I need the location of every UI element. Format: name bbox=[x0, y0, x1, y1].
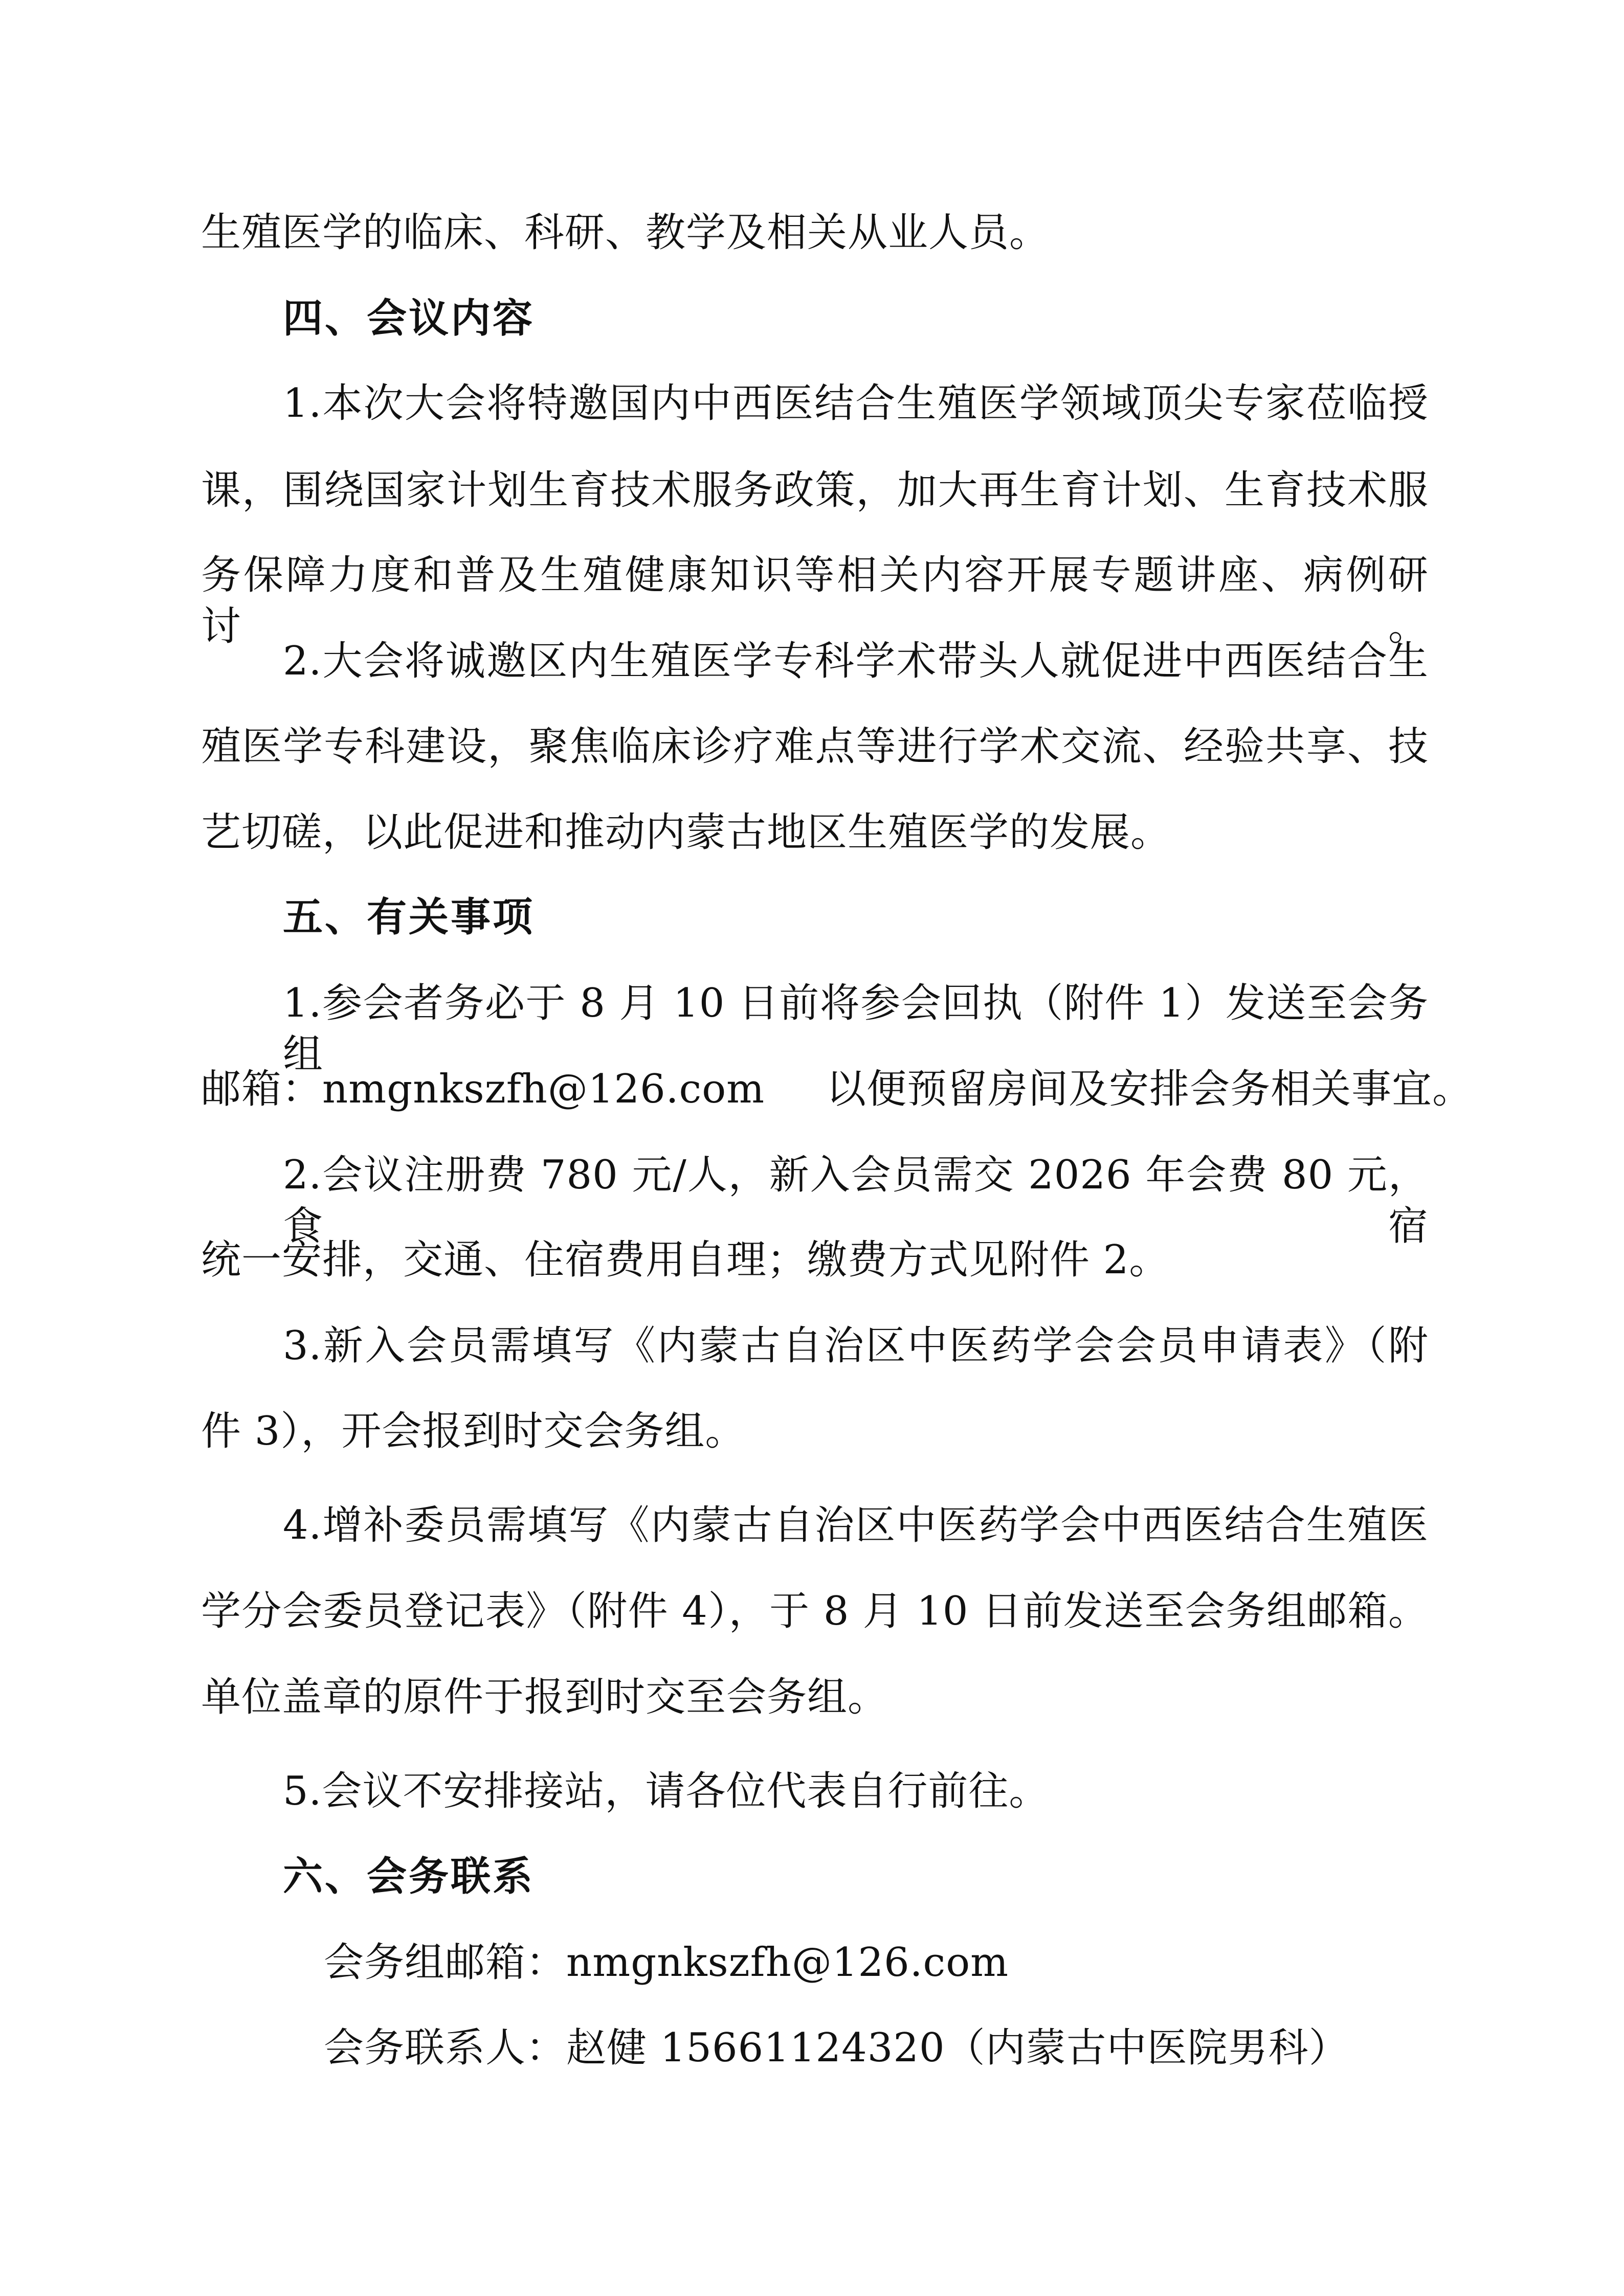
section4-item1-line3: 务保障力度和普及生殖健康知识等相关内容开展专题讲座、病例研讨。 bbox=[201, 552, 1429, 649]
section5-item1-line2 bbox=[201, 1064, 1473, 1115]
section5-item1-line2-rest: 以便预留房间及安排会务相关事宜。 bbox=[826, 1066, 1473, 1112]
intro-tail-line: 生殖医学的临床、科研、教学及相关从业人员。 bbox=[201, 210, 1050, 256]
section5-item2-line1: 2.会议注册费 780 元/人，新入会员需交 2026 年会费 80 元，食宿 bbox=[283, 1152, 1429, 1249]
section5-heading: 五、有关事项 bbox=[283, 894, 535, 940]
meeting-email-link[interactable]: 邮箱：nmgnkszfh@126.com bbox=[201, 1066, 765, 1112]
contact-email-line: 会务组邮箱：nmgnkszfh@126.com bbox=[324, 1940, 1009, 1986]
section4-heading: 四、会议内容 bbox=[283, 295, 535, 342]
section4-item1-line1: 1.本次大会将特邀国内中西医结合生殖医学领域顶尖专家莅临授 bbox=[283, 380, 1429, 426]
section5-item5-line1: 5.会议不安排接站，请各位代表自行前往。 bbox=[283, 1768, 1050, 1814]
section5-item3-line1: 3.新入会员需填写《内蒙古自治区中医药学会会员申请表》（附 bbox=[283, 1323, 1429, 1369]
section5-item1-line1: 1.参会者务必于 8 月 10 日前将参会回执（附件 1）发送至会务组 bbox=[283, 980, 1429, 1077]
contact-person-line: 会务联系人：赵健 15661124320（内蒙古中医院男科） bbox=[324, 2025, 1349, 2071]
section4-item2-line3: 艺切磋，以此促进和推动内蒙古地区生殖医学的发展。 bbox=[201, 809, 1171, 856]
section5-item2-line2: 统一安排，交通、住宿费用自理；缴费方式见附件 2。 bbox=[201, 1237, 1170, 1283]
section5-item4-line2: 学分会委员登记表》（附件 4），于 8 月 10 日前发送至会务组邮箱。 bbox=[201, 1588, 1429, 1634]
section4-item2-line2: 殖医学专科建设，聚焦临床诊疗难点等进行学术交流、经验共享、技 bbox=[201, 724, 1429, 770]
section4-item2-line1: 2.大会将诚邀区内生殖医学专科学术带头人就促进中西医结合生 bbox=[283, 638, 1429, 684]
section5-item4-line3: 单位盖章的原件于报到时交至会务组。 bbox=[201, 1674, 888, 1720]
section5-item4-line1: 4.增补委员需填写《内蒙古自治区中医药学会中西医结合生殖医 bbox=[283, 1502, 1429, 1548]
section5-item3-line2: 件 3），开会报到时交会务组。 bbox=[201, 1408, 746, 1454]
section4-item1-line2: 课，围绕国家计划生育技术服务政策，加大再生育计划、生育技术服 bbox=[201, 467, 1429, 513]
section6-heading: 六、会务联系 bbox=[283, 1853, 535, 1900]
